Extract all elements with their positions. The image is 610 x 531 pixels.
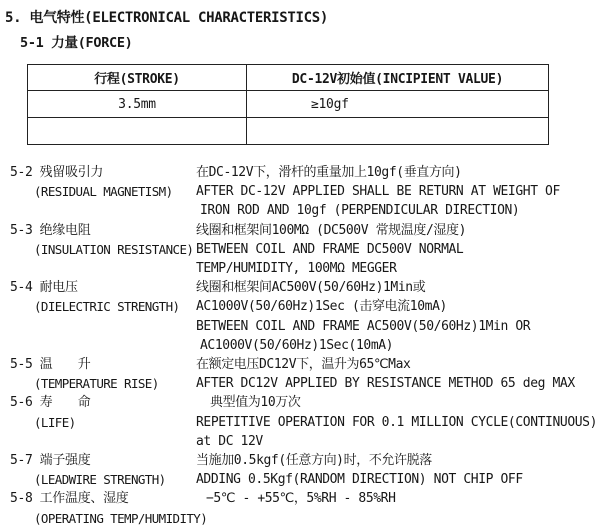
spec-desc-line: BETWEEN COIL AND FRAME AC500V(50/60Hz)1Min OR [196, 318, 531, 334]
spec-desc-line: 在额定电压DC12V下，温升为65℃Max [196, 357, 411, 373]
spec-item-operating-temp-humidity [0, 489, 610, 527]
spec-desc-line: 线圈和框架间100MΩ (DC500V 常规温度/湿度) [196, 222, 467, 238]
spec-code: 5-6 [10, 395, 33, 411]
force-table-cell-empty-1 [28, 118, 247, 145]
spec-item-temperature-rise [0, 355, 610, 393]
spec-name-zh: 耐电压 [39, 280, 78, 296]
spec-name-zh: 绝缘电阻 [39, 222, 91, 238]
spec-code: 5-3 [10, 222, 33, 238]
spec-desc-line: IRON ROD AND 10gf (PERPENDICULAR DIRECTION) [200, 203, 520, 219]
spec-label-zh [10, 278, 196, 297]
force-table-header-incipient-value: DC-12V初始值(INCIPIENT VALUE) [247, 65, 549, 91]
force-table-cell-empty-2 [247, 118, 549, 145]
spec-name-en: (OPERATING TEMP/HUMIDITY) [34, 510, 208, 526]
spec-label-zh [10, 451, 196, 470]
spec-label-zh [10, 393, 196, 412]
spec-item-insulation-resistance [0, 221, 610, 279]
spec-desc-line: AFTER DC-12V APPLIED SHALL BE RETURN AT WEIGHT OF [196, 184, 560, 200]
force-table-header-row [28, 65, 549, 91]
section-title: 5. 电气特性(ELECTRONICAL CHARACTERISTICS) [5, 10, 329, 26]
subsection-title-force: 5-1 力量(FORCE) [20, 35, 133, 51]
spec-code: 5-2 [10, 165, 33, 180]
spec-desc-line: AC1000V(50/60Hz)1Sec(10mA) [200, 337, 394, 353]
spec-desc-line: AFTER DC12V APPLIED BY RESISTANCE METHOD 65 deg MAX [196, 376, 575, 392]
spec-label-zh [10, 221, 196, 240]
force-table-cell-force-value: ≥10gf [247, 91, 549, 118]
spec-desc-line: −5℃ - +55℃，5%RH - 85%RH [206, 491, 396, 507]
spec-name-zh: 残留吸引力 [39, 165, 104, 180]
spec-label-zh [10, 489, 196, 508]
spec-name-en: (INSULATION RESISTANCE) [34, 241, 194, 257]
spec-desc-line: 当施加0.5kgf(任意方向)时，不允许脱落 [196, 453, 432, 469]
spec-desc-line: 典型值为10万次 [210, 395, 301, 411]
spec-item-life [0, 393, 610, 451]
spec-name-en: (LEADWIRE STRENGTH) [34, 472, 166, 488]
spec-name-en: (DIELECTRIC STRENGTH) [34, 299, 180, 315]
spec-desc-line: 线圈和框架间AC500V(50/60Hz)1Min或 [196, 280, 426, 296]
spec-name-en: (TEMPERATURE RISE) [34, 376, 159, 392]
spec-name-zh: 端子强度 [39, 453, 91, 469]
spec-label-zh [10, 163, 196, 182]
spec-desc-line: TEMP/HUMIDITY, 100MΩ MEGGER [196, 261, 397, 277]
spec-code: 5-5 [10, 357, 33, 373]
force-table-header-stroke: 行程(STROKE) [28, 65, 247, 91]
spec-code: 5-4 [10, 280, 33, 296]
spec-name-en: (LIFE) [34, 414, 76, 430]
spec-item-residual-magnetism [0, 163, 610, 221]
spec-name-zh: 工作温度、湿度 [39, 491, 129, 507]
spec-desc-line: at DC 12V [196, 433, 263, 449]
spec-label-zh [10, 355, 196, 374]
spec-name-zh: 温 升 [39, 357, 91, 373]
spec-code: 5-8 [10, 491, 33, 507]
force-table [27, 64, 549, 145]
spec-desc-line: ADDING 0.5Kgf(RANDOM DIRECTION) NOT CHIP OFF [196, 472, 523, 488]
spec-name-zh: 寿 命 [39, 395, 91, 411]
spec-desc-line: 在DC-12V下，滑杆的重量加上10gf(垂直方向) [196, 165, 462, 180]
force-table-row-1 [28, 91, 549, 118]
spec-item-dielectric-strength [0, 278, 610, 355]
spec-list [0, 163, 610, 528]
force-table-row-2-empty [28, 118, 549, 145]
spec-desc-line: REPETITIVE OPERATION FOR 0.1 MILLION CYCLE(CONTINUOUS) [196, 414, 598, 430]
spec-desc-line: AC1000V(50/60Hz)1Sec (击穿电流10mA) [196, 299, 447, 315]
spec-desc-line: BETWEEN COIL AND FRAME DC500V NORMAL [196, 241, 464, 257]
spec-item-leadwire-strength [0, 451, 610, 489]
force-table-cell-stroke-value: 3.5mm [28, 91, 247, 118]
spec-name-en: (RESIDUAL MAGNETISM) [34, 184, 173, 200]
spec-code: 5-7 [10, 453, 33, 469]
